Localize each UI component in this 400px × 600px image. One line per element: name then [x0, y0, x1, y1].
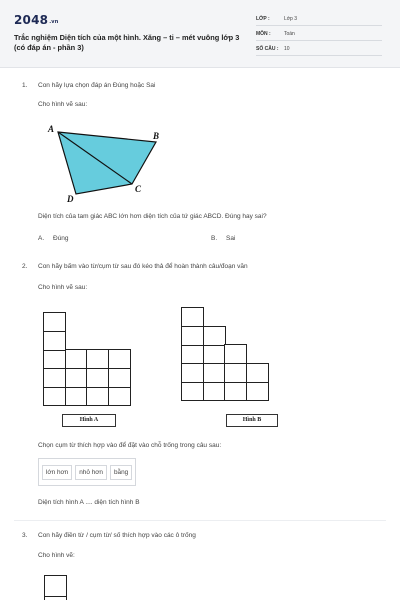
question-1-statement: Diện tích của tam giác ABC lớn hơn diện tích của tứ giác ABCD. Đúng hay sai?: [38, 213, 267, 220]
grid-cell: [203, 381, 226, 401]
document-header: [0, 0, 400, 68]
section-divider: [14, 520, 386, 521]
grid-cell: [224, 381, 247, 401]
grid-cell: [43, 368, 66, 388]
figure-a-label: Hình A: [62, 414, 116, 427]
grid-cell: [86, 368, 109, 388]
option-key: B.: [211, 235, 218, 242]
question-1-given: Cho hình vẽ sau:: [38, 101, 88, 108]
grid-cell: [65, 349, 88, 369]
meta-row-question-count: [256, 44, 382, 56]
grid-cell: [108, 349, 131, 369]
figure-b-label: Hình B: [226, 414, 278, 427]
grid-cell: [224, 363, 247, 383]
grid-cell: [43, 331, 66, 351]
grid-cell: [181, 344, 204, 364]
site-logo[interactable]: [14, 13, 59, 27]
question-2-instruction: Chọn cụm từ thích hợp vào để đặt vào chỗ trống trong câu sau:: [38, 442, 222, 449]
grid-cell: [203, 363, 226, 383]
document-title: Trắc nghiệm Diện tích của một hình. Xăng – ti – mét vuông lớp 3 (có đáp án - phần 3): [14, 33, 240, 52]
vertex-label-a: A: [48, 124, 55, 134]
grid-cell: [203, 326, 226, 346]
grid-cell: [108, 386, 131, 406]
question-2-given: Cho hình vẽ sau:: [38, 284, 88, 291]
option-key: A.: [38, 235, 45, 242]
grid-cell: [86, 386, 109, 406]
option-text: Sai: [226, 235, 236, 242]
vertex-label-d: D: [67, 194, 74, 204]
grid-cell: [108, 368, 131, 388]
word-choices: [38, 458, 136, 486]
vertex-label-c: C: [135, 184, 142, 194]
grid-cell: [86, 349, 109, 369]
grid-cell: [203, 344, 226, 364]
question-2-prompt: Con hãy bấm vào từ/cụm từ sau đó kéo thả để hoàn thành câu/đoạn văn: [38, 263, 248, 270]
choice-chip[interactable]: lớn hơn: [42, 465, 72, 480]
grid-cell: [65, 386, 88, 406]
grid-cell: [43, 349, 66, 369]
question-2-number: 2.: [22, 263, 28, 270]
question-3-number: 3.: [22, 532, 28, 539]
grid-cell: [43, 312, 66, 332]
grid-cell: [43, 386, 66, 406]
logo-main: 2048: [14, 13, 49, 27]
choice-chip[interactable]: nhỏ hơn: [75, 465, 107, 480]
meta-value: Toán: [284, 31, 295, 37]
quadrilateral-abcd-figure: [40, 122, 170, 204]
grid-cell: [181, 307, 204, 327]
grid-cell: [181, 363, 204, 383]
question-1-prompt: Con hãy lựa chọn đáp án Đúng hoặc Sai: [38, 82, 156, 89]
logo-suffix: .vn: [49, 19, 59, 25]
grid-cell: [44, 575, 67, 597]
question-3-prompt: Con hãy điền từ / cụm từ/ số thích hợp vào các ô trống: [38, 532, 196, 539]
quadrilateral-shape: [58, 132, 156, 194]
meta-row-subject: [256, 29, 382, 41]
question-3-given: Cho hình vẽ:: [38, 552, 75, 559]
meta-label: MÔN :: [256, 31, 271, 37]
meta-row-grade: [256, 14, 382, 26]
grid-cell: [181, 326, 204, 346]
meta-label: LỚP :: [256, 16, 270, 22]
choice-chip[interactable]: bằng: [110, 465, 132, 480]
meta-label: SỐ CÂU :: [256, 46, 279, 52]
grid-cell: [246, 363, 269, 383]
meta-value: Lớp 3: [284, 16, 298, 22]
grid-cell: [65, 368, 88, 388]
meta-value: 10: [284, 46, 290, 52]
option-text: Đúng: [53, 235, 69, 242]
grid-cell: [181, 381, 204, 401]
grid-cell: [246, 381, 269, 401]
question-1-number: 1.: [22, 82, 28, 89]
vertex-label-b: B: [153, 131, 160, 141]
question-2-sentence: Diện tích hình A .... diện tích hình B: [38, 499, 140, 506]
grid-cell: [224, 344, 247, 364]
